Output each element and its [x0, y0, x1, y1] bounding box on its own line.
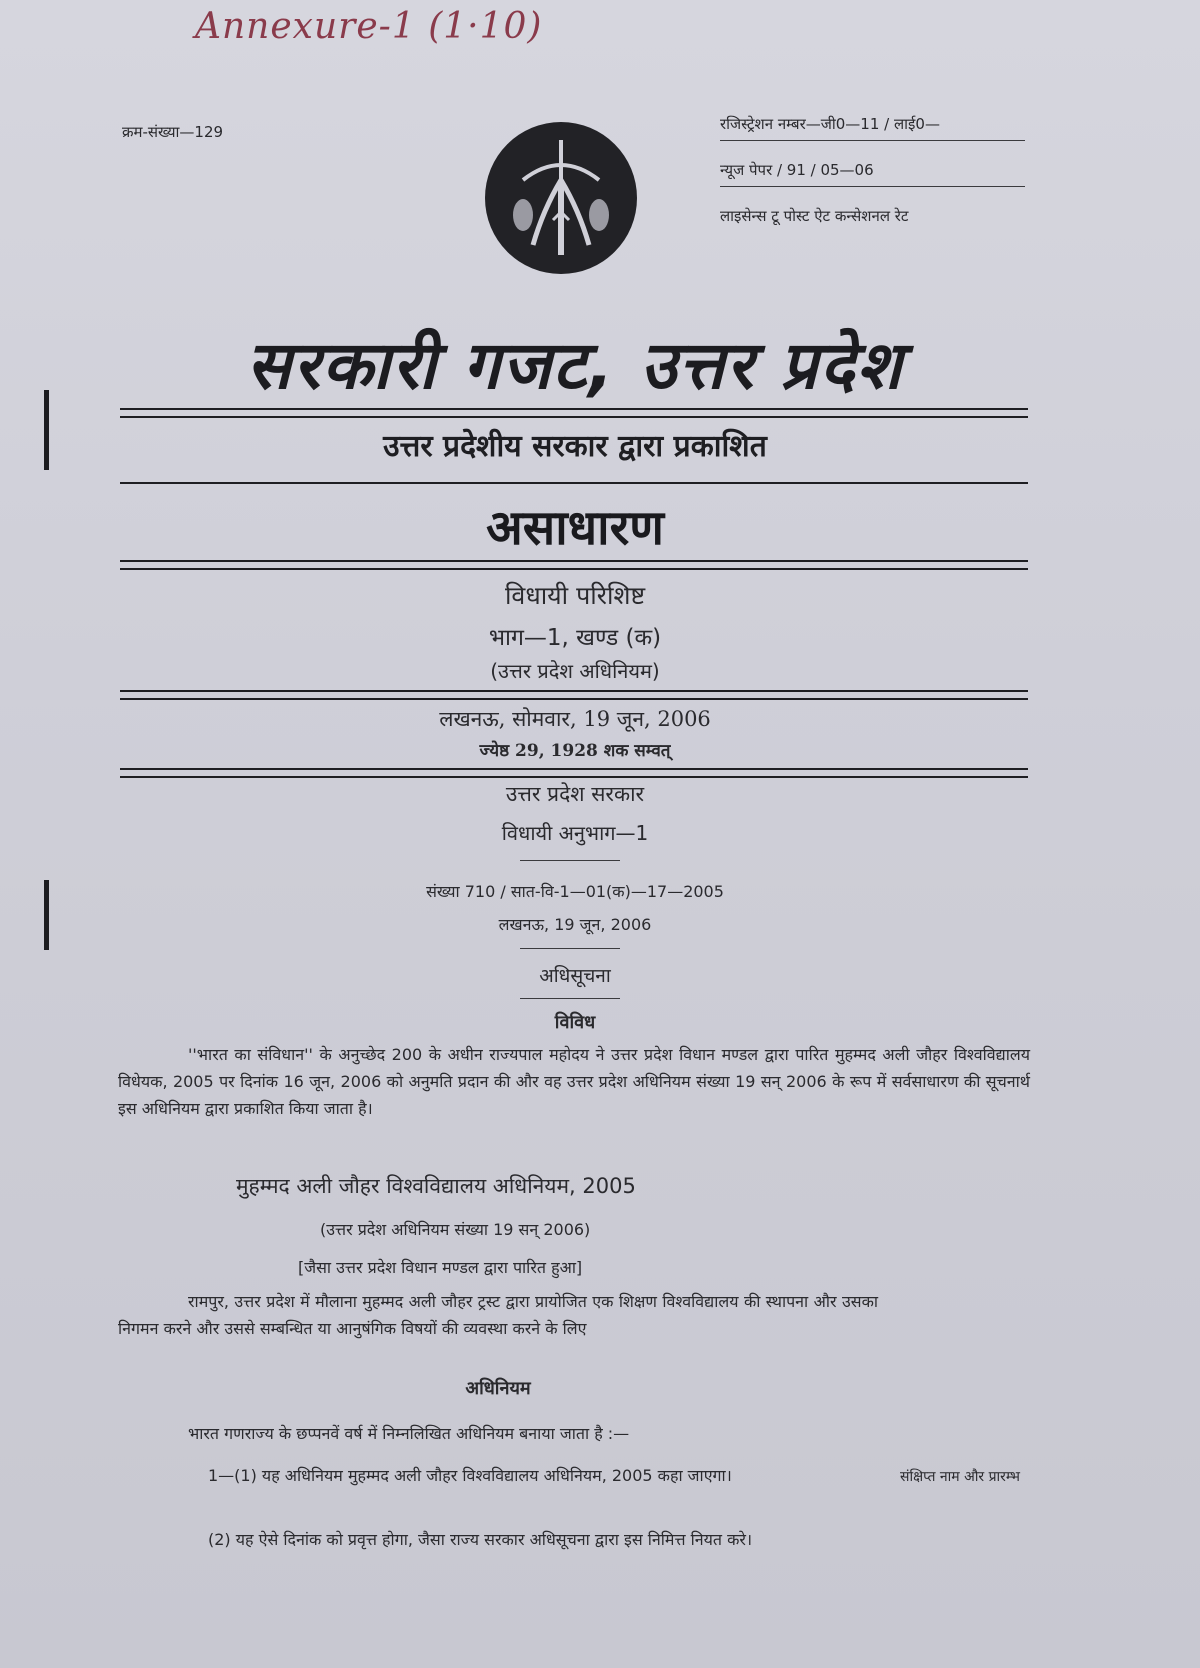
act-number: (उत्तर प्रदेश अधिनियम संख्या 19 सन् 2006)	[320, 1220, 591, 1239]
registration-line-3: लाइसेन्स टू पोस्ट ऐट कन्सेशनल रेट	[720, 207, 909, 225]
rule	[120, 482, 1028, 484]
registration-line-1: रजिस्ट्रेशन नम्बर—जी0—11 / लाई0—	[720, 114, 1025, 141]
intro-paragraph: ''भारत का संविधान'' के अनुच्छेद 200 के अधीन राज्यपाल महोदय ने उत्तर प्रदेश विधान मण्डल द्वारा पारित मुहम्मद अली जौहर विश्वविद्यालय विधेयक, 2005 पर दिनांक 16 जून, 2006 को अनुमति प्रदान की और वह उत्तर प्रदेश अधिनियम संख्या 19 सन् 2006 के रूप में सर्वसाधारण की सूचनार्थ इस अधिनियम द्वारा प्रकाशित किया जाता है।	[118, 1045, 1030, 1118]
act-passed-note: [जैसा उत्तर प्रदेश विधान मण्डल द्वारा पारित हुआ]	[298, 1258, 583, 1277]
section-1-1: 1—(1) यह अधिनियम मुहम्मद अली जौहर विश्वविद्यालय अधिनियम, 2005 कहा जाएगा।	[208, 1466, 732, 1485]
act-heading: अधिनियम	[465, 1378, 531, 1399]
rule	[120, 768, 1028, 778]
department-name: विधायी अनुभाग—1	[501, 821, 649, 845]
state-emblem-icon	[483, 120, 639, 276]
serial-number: क्रम-संख्या—129	[122, 123, 224, 141]
rule	[120, 560, 1028, 570]
margin-note: संक्षिप्त नाम और प्रारम्भ	[900, 1469, 1020, 1485]
section-1-2: (2) यह ऐसे दिनांक को प्रवृत्त होगा, जैसा राज्य सरकार अधिसूचना द्वारा इस निमित्त नियत करे।	[208, 1530, 753, 1549]
supplement-name: विधायी परिशिष्ट	[504, 581, 646, 610]
date-gregorian: लखनऊ, सोमवार, 19 जून, 2006	[439, 707, 711, 731]
date-saka: ज्येष्ठ 29, 1928 शक सम्वत्	[479, 741, 671, 761]
publisher-line: उत्तर प्रदेशीय सरकार द्वारा प्रकाशित	[383, 429, 767, 464]
government-name: उत्तर प्रदेश सरकार	[505, 782, 645, 806]
act-title: मुहम्मद अली जौहर विश्वविद्यालय अधिनियम, 2005	[236, 1174, 636, 1198]
act-preamble: रामपुर, उत्तर प्रदेश में मौलाना मुहम्मद अली जौहर ट्रस्ट द्वारा प्रायोजित एक शिक्षण विश्वविद्यालय की स्थापना और उसका निगमन करने और उससे सम्बन्धित या आनुषंगिक विषयों की व्यवस्था करने के लिए	[118, 1292, 878, 1338]
notification-title: अधिसूचना	[539, 965, 611, 987]
notification-date: लखनऊ, 19 जून, 2006	[498, 915, 652, 934]
supplement-act-type: (उत्तर प्रदेश अधिनियम)	[490, 659, 660, 683]
binding-mark	[44, 390, 49, 470]
supplement-part: भाग—1, खण्ड (क)	[488, 625, 662, 651]
masthead-title: सरकारी गजट, उत्तर प्रदेश	[246, 327, 904, 404]
divider	[520, 948, 620, 949]
divider	[520, 998, 620, 999]
divider	[520, 860, 620, 861]
edition-label: असाधारण	[486, 500, 664, 556]
rule	[120, 690, 1028, 700]
binding-mark	[44, 880, 49, 950]
notification-number: संख्या 710 / सात-वि-1—01(क)—17—2005	[426, 882, 724, 901]
handwritten-annotation: Annexure-1 (1·10)	[195, 6, 543, 47]
registration-line-2: न्यूज पेपर / 91 / 05—06	[720, 160, 1025, 187]
rule	[120, 408, 1028, 418]
enacting-clause: भारत गणराज्य के छप्पनवें वर्ष में निम्नलिखित अधिनियम बनाया जाता है :—	[188, 1424, 630, 1443]
category-label: विविध	[554, 1012, 596, 1033]
